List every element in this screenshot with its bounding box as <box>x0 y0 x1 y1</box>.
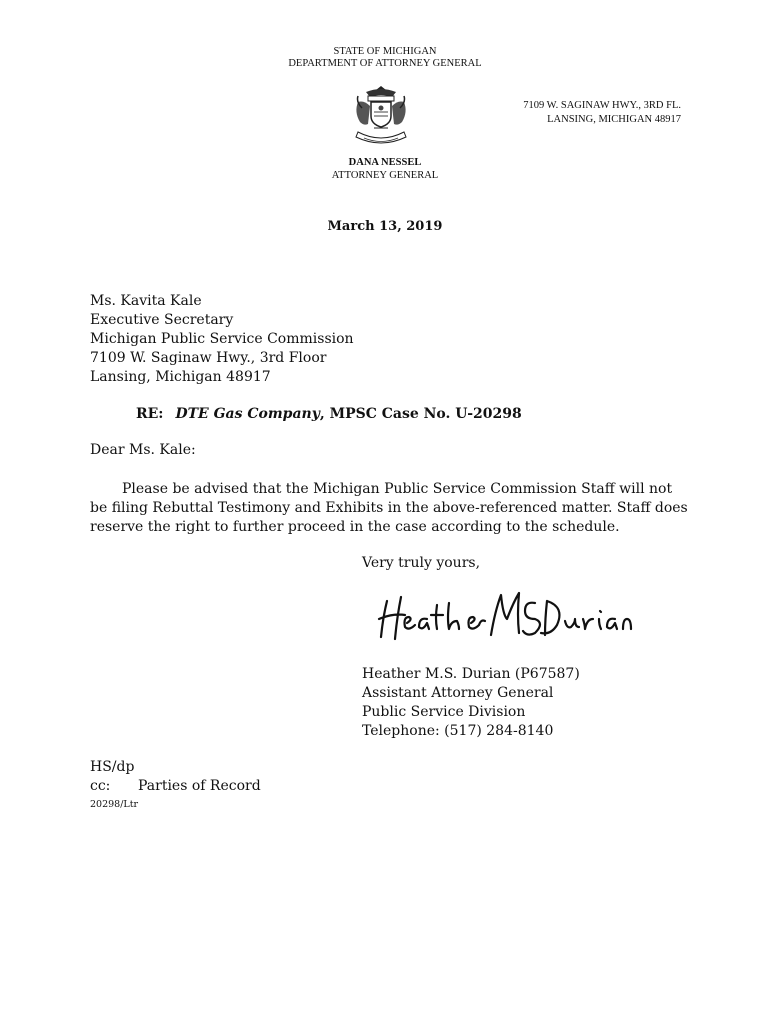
subject-case: , MPSC Case No. U-20298 <box>319 406 522 422</box>
cc-value: Parties of Record <box>138 778 261 794</box>
signature-block <box>362 665 580 741</box>
attorney-general-name: DANA NESSEL <box>348 157 422 168</box>
address-line-1: 7109 W. SAGINAW HWY., 3RD FL. <box>523 100 681 111</box>
signer-title: Assistant Attorney General <box>362 685 554 701</box>
attorney-general-block <box>0 156 770 182</box>
salutation: Dear Ms. Kale: <box>90 442 196 458</box>
closing: Very truly yours, <box>362 555 481 571</box>
recipient-line: Ms. Kavita Kale <box>90 293 202 309</box>
department-name: DEPARTMENT OF ATTORNEY GENERAL <box>288 58 482 69</box>
signer-name: Heather M.S. Durian (P67587) <box>362 666 580 682</box>
file-reference: 20298/Ltr <box>90 799 139 810</box>
subject-line <box>136 405 522 424</box>
subject-label: RE: <box>136 406 164 422</box>
subject-company: DTE Gas Company <box>175 406 320 422</box>
letter-date: March 13, 2019 <box>327 219 443 234</box>
recipient-line: Michigan Public Service Commission <box>90 331 354 347</box>
signer-division: Public Service Division <box>362 704 526 720</box>
recipient-address <box>90 292 354 387</box>
cc-line <box>90 777 261 796</box>
state-seal-icon <box>344 82 418 152</box>
typist-initials: HS/dp <box>90 759 135 775</box>
office-address <box>523 99 681 127</box>
recipient-line: 7109 W. Saginaw Hwy., 3rd Floor <box>90 350 327 366</box>
attorney-general-title: ATTORNEY GENERAL <box>331 170 439 181</box>
handwritten-signature <box>375 583 635 645</box>
address-line-2: LANSING, MICHIGAN 48917 <box>547 114 681 125</box>
recipient-line: Lansing, Michigan 48917 <box>90 369 271 385</box>
body-paragraph: Please be advised that the Michigan Public Service Commission Staff will not be filing Rebuttal Testimony and Exhibits in the above-referenced matter. Staff does reserve the right to further proceed in the case according to the schedule. <box>90 481 688 535</box>
recipient-line: Executive Secretary <box>90 312 234 328</box>
state-name: STATE OF MICHIGAN <box>333 46 437 57</box>
cc-label: cc: <box>90 778 111 794</box>
letterhead-heading <box>0 46 770 70</box>
signer-telephone: Telephone: (517) 284-8140 <box>362 723 554 739</box>
